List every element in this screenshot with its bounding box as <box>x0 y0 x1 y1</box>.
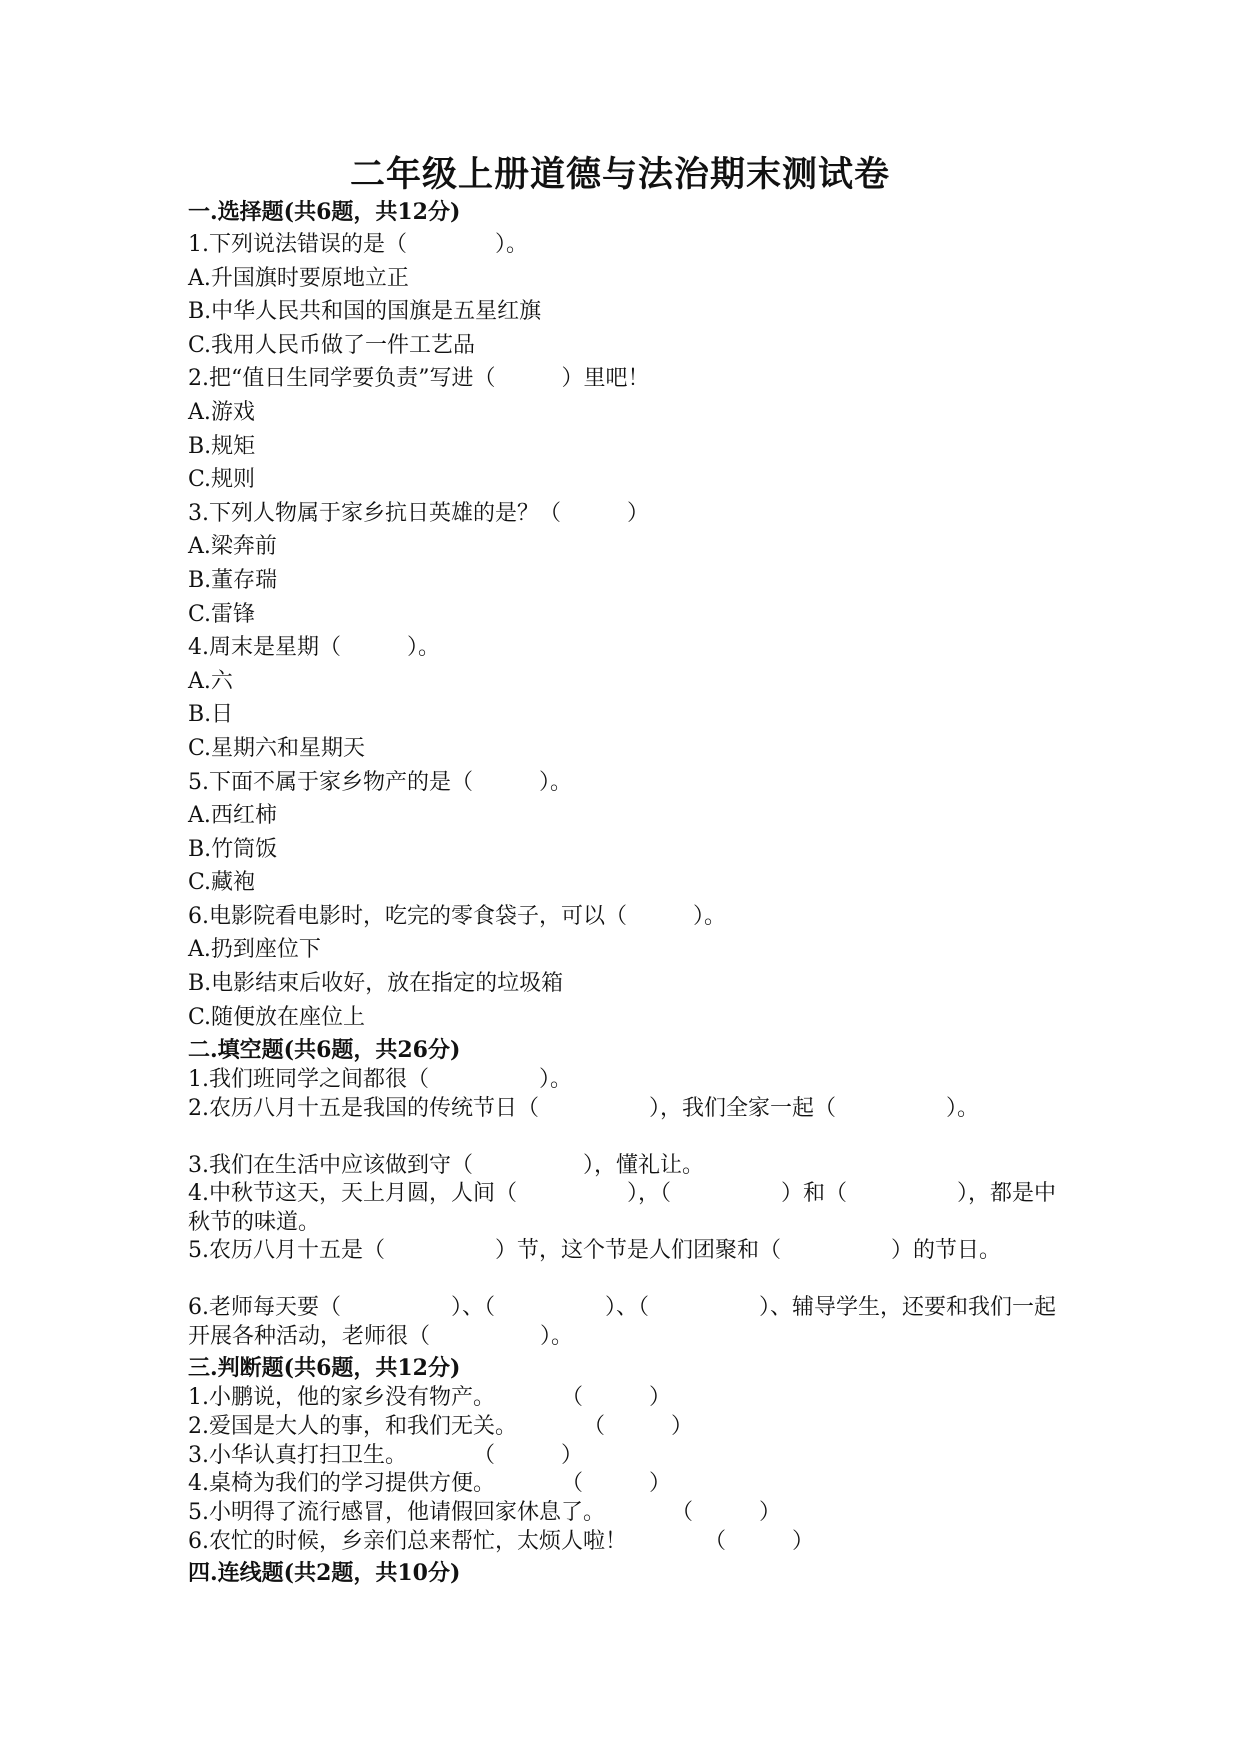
exam-content <box>188 197 1068 1589</box>
option-line: B.日 <box>188 702 234 728</box>
judge-question: 6.农忙的时候，乡亲们总来帮忙，太烦人啦！ （ ） <box>188 1528 814 1554</box>
fill-question: 5.农历八月十五是（ ）节，这个节是人们团聚和（ ）的节日。 <box>188 1238 1001 1264</box>
option-line: C.我用人民币做了一件工艺品 <box>188 332 476 358</box>
judge-question: 5.小明得了流行感冒，他请假回家休息了。 （ ） <box>188 1500 781 1525</box>
option-line: B.电影结束后收好，放在指定的垃圾箱 <box>188 971 564 997</box>
fill-question: 1.我们班同学之间都很（ ）。 <box>188 1067 572 1093</box>
section-choice <box>188 197 1068 1034</box>
section-heading: 四.连线题(共2题，共10分) <box>188 1560 461 1587</box>
option-line: A.西红柿 <box>188 803 277 829</box>
section-heading: 一.选择题(共6题，共12分) <box>188 199 461 225</box>
section-judge <box>188 1353 1068 1556</box>
question-line: 2.把“值日生同学要负责”写进（ ）里吧！ <box>188 366 650 392</box>
judge-question: 2.爱国是大人的事，和我们无关。 （ ） <box>188 1413 693 1439</box>
option-line: C.星期六和星期天 <box>188 735 366 761</box>
option-line: B.董存瑞 <box>188 567 278 593</box>
option-line: A.升国旗时要原地立正 <box>188 265 409 291</box>
page-title: 二年级上册道德与法治期末测试卷 <box>349 154 890 195</box>
question-line: 3.下列人物属于家乡抗日英雄的是？（ ） <box>188 500 649 526</box>
option-line: A.六 <box>188 668 233 694</box>
fill-question: 4.中秋节这天，天上月圆，人间（ ），（ ）和（ ），都是中秋节的味道。 <box>188 1181 1056 1235</box>
option-line: C.规则 <box>188 467 256 493</box>
option-line: C.雷锋 <box>188 601 256 627</box>
question-line: 4.周末是星期（ ）。 <box>188 635 440 661</box>
option-line: C.随便放在座位上 <box>188 1004 366 1030</box>
option-line: B.竹筒饭 <box>188 836 278 862</box>
section-heading: 三.判断题(共6题，共12分) <box>188 1355 461 1382</box>
question-line: 6.电影院看电影时，吃完的零食袋子，可以（ ）。 <box>188 903 726 929</box>
section-link <box>188 1558 1068 1589</box>
option-line: B.中华人民共和国的国旗是五星红旗 <box>188 299 542 325</box>
option-line: A.扔到座位下 <box>188 937 321 963</box>
judge-question: 4.桌椅为我们的学习提供方便。 （ ） <box>188 1471 671 1497</box>
fill-question: 6.老师每天要（ ）、（ ）、（ ）、辅导学生，还要和我们一起开展各种活动，老师很（ ）。 <box>188 1295 1056 1349</box>
judge-question: 1.小鹏说，他的家乡没有物产。 （ ） <box>188 1385 671 1411</box>
question-line: 1.下列说法错误的是（ ）。 <box>188 232 528 257</box>
fill-question: 2.农历八月十五是我国的传统节日（ ），我们全家一起（ ）。 <box>188 1095 979 1121</box>
section-fill <box>188 1035 1068 1351</box>
section-heading: 二.填空题(共6题，共26分) <box>188 1037 461 1064</box>
fill-question: 3.我们在生活中应该做到守（ ），懂礼让。 <box>188 1152 704 1178</box>
judge-question: 3.小华认真打扫卫生。 （ ） <box>188 1442 583 1468</box>
question-line: 5.下面不属于家乡物产的是（ ）。 <box>188 769 572 795</box>
option-line: C.藏袍 <box>188 870 256 896</box>
option-line: A.游戏 <box>188 399 255 425</box>
option-line: A.梁奔前 <box>188 534 277 560</box>
option-line: B.规矩 <box>188 433 256 459</box>
